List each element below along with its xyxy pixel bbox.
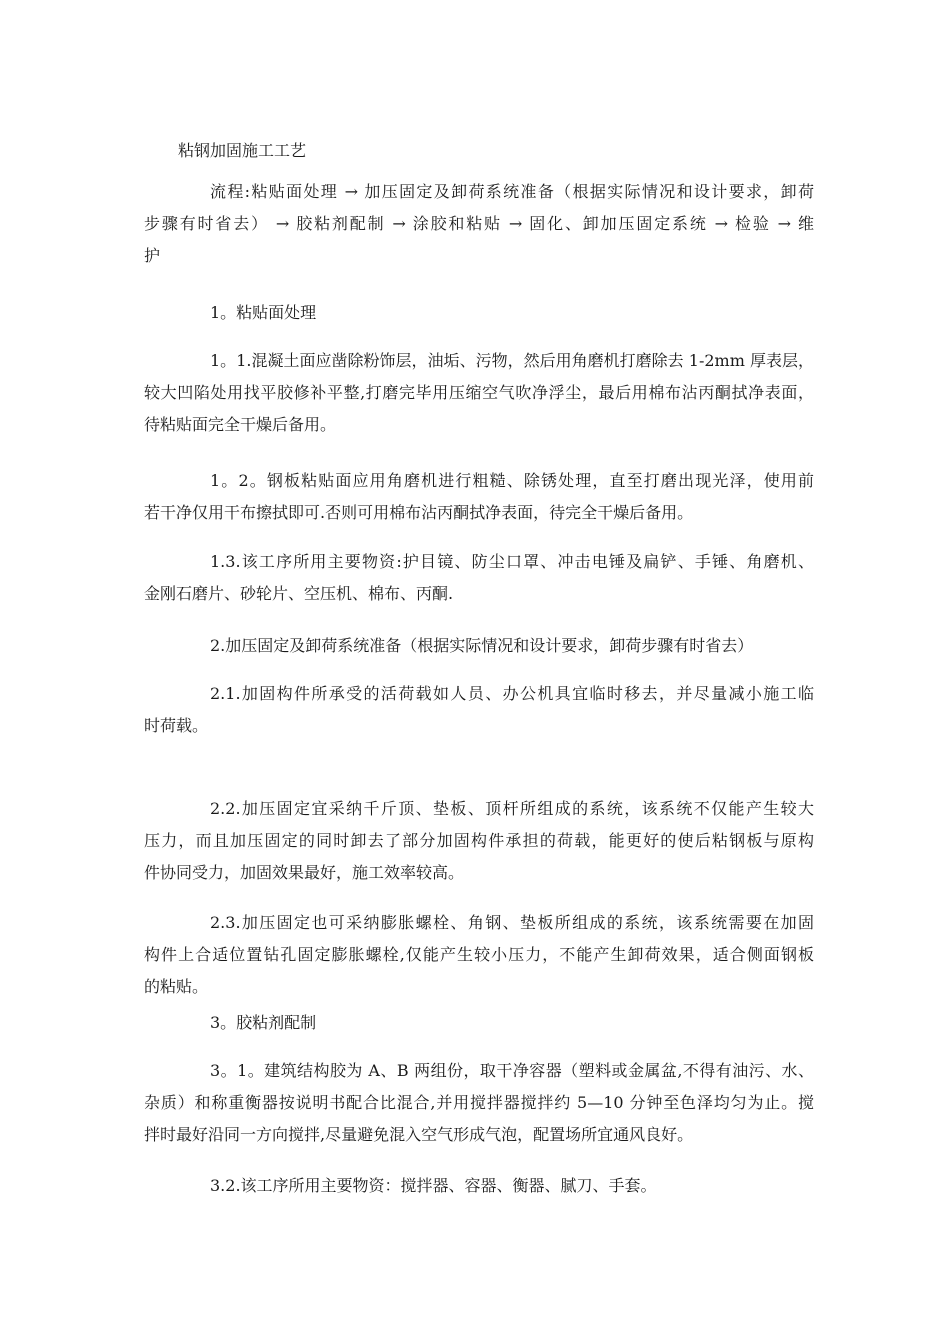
- paragraph-line: 杂质）和称重衡器按说明书配合比混合,并用搅拌器搅拌约 5—10 分钟至色泽均匀为止。搅: [144, 1093, 814, 1112]
- paragraph: [144, 546, 814, 610]
- paragraph-line: 2.3.加压固定也可采纳膨胀螺栓、角钢、垫板所组成的系统，该系统需要在加固: [210, 913, 814, 932]
- paragraph-line: 待粘贴面完全干燥后备用。: [144, 415, 337, 434]
- paragraph: [144, 678, 814, 742]
- paragraph-line: 时荷载。: [144, 716, 209, 735]
- paragraph-line: 3。胶粘剂配制: [210, 1013, 317, 1032]
- paragraph-line: 较大凹陷处用找平胶修补平整,打磨完毕用压缩空气吹净浮尘，最后用棉布沾丙酮拭净表面，: [144, 383, 814, 402]
- paragraph-line: 若干净仅用干布擦拭即可.否则可用棉布沾丙酮拭净表面，待完全干燥后备用。: [144, 503, 694, 522]
- paragraph-line: 的粘贴。: [144, 977, 209, 996]
- paragraph: [144, 297, 814, 329]
- paragraph-line: 1.3.该工序所用主要物资:护目镜、防尘口罩、冲击电锤及扁铲、手锤、角磨机、: [210, 552, 814, 571]
- paragraph: [144, 630, 814, 662]
- paragraph-line: 2.2.加压固定宜采纳千斤顶、垫板、顶杆所组成的系统，该系统不仅能产生较大: [210, 799, 814, 818]
- paragraph-line: 护: [144, 246, 161, 265]
- paragraph: [144, 793, 814, 889]
- paragraph-line: 2.加压固定及卸荷系统准备（根据实际情况和设计要求，卸荷步骤有时省去）: [210, 636, 754, 655]
- paragraph-line: 件协同受力，加固效果最好，施工效率较高。: [144, 863, 465, 882]
- paragraph: [144, 1055, 814, 1151]
- paragraph-line: 步骤有时省去） → 胶粘剂配制 → 涂胶和粘贴 → 固化、卸加压固定系统 → 检验 → 维: [144, 214, 814, 233]
- paragraph-line: 3.2.该工序所用主要物资：搅拌器、容器、衡器、腻刀、手套。: [210, 1176, 657, 1195]
- paragraph-line: 1。1.混凝土面应凿除粉饰层，油垢、污物，然后用角磨机打磨除去 1-2mm 厚表层，: [210, 351, 814, 370]
- paragraph: [144, 345, 814, 441]
- paragraph-line: 压力，而且加压固定的同时卸去了部分加固构件承担的荷载，能更好的使后粘钢板与原构: [144, 831, 814, 850]
- paragraph: [144, 907, 814, 1003]
- paragraph-line: 拌时最好沿同一方向搅拌,尽量避免混入空气形成气泡，配置场所宜通风良好。: [144, 1125, 694, 1144]
- paragraph: [144, 176, 814, 272]
- document-title: 粘钢加固施工工艺: [178, 141, 307, 160]
- paragraph: [144, 465, 814, 529]
- paragraph-line: 流程:粘贴面处理 → 加压固定及卸荷系统准备（根据实际情况和设计要求，卸荷: [210, 182, 814, 201]
- paragraph-line: 1。2。钢板粘贴面应用角磨机进行粗糙、除锈处理，直至打磨出现光泽，使用前: [210, 471, 814, 490]
- paragraph: [144, 1170, 814, 1202]
- paragraph-line: 2.1.加固构件所承受的活荷载如人员、办公机具宜临时移去，并尽量减小施工临: [210, 684, 814, 703]
- paragraph: [144, 1007, 814, 1039]
- paragraph-line: 金刚石磨片、砂轮片、空压机、棉布、丙酮.: [144, 584, 454, 603]
- paragraph-line: 1。粘贴面处理: [210, 303, 317, 322]
- paragraph-line: 3。1。建筑结构胶为 A、B 两组份，取干净容器（塑料或金属盆,不得有油污、水、: [210, 1061, 814, 1080]
- paragraph-line: 构件上合适位置钻孔固定膨胀螺栓,仅能产生较小压力，不能产生卸荷效果，适合侧面钢板: [144, 945, 814, 964]
